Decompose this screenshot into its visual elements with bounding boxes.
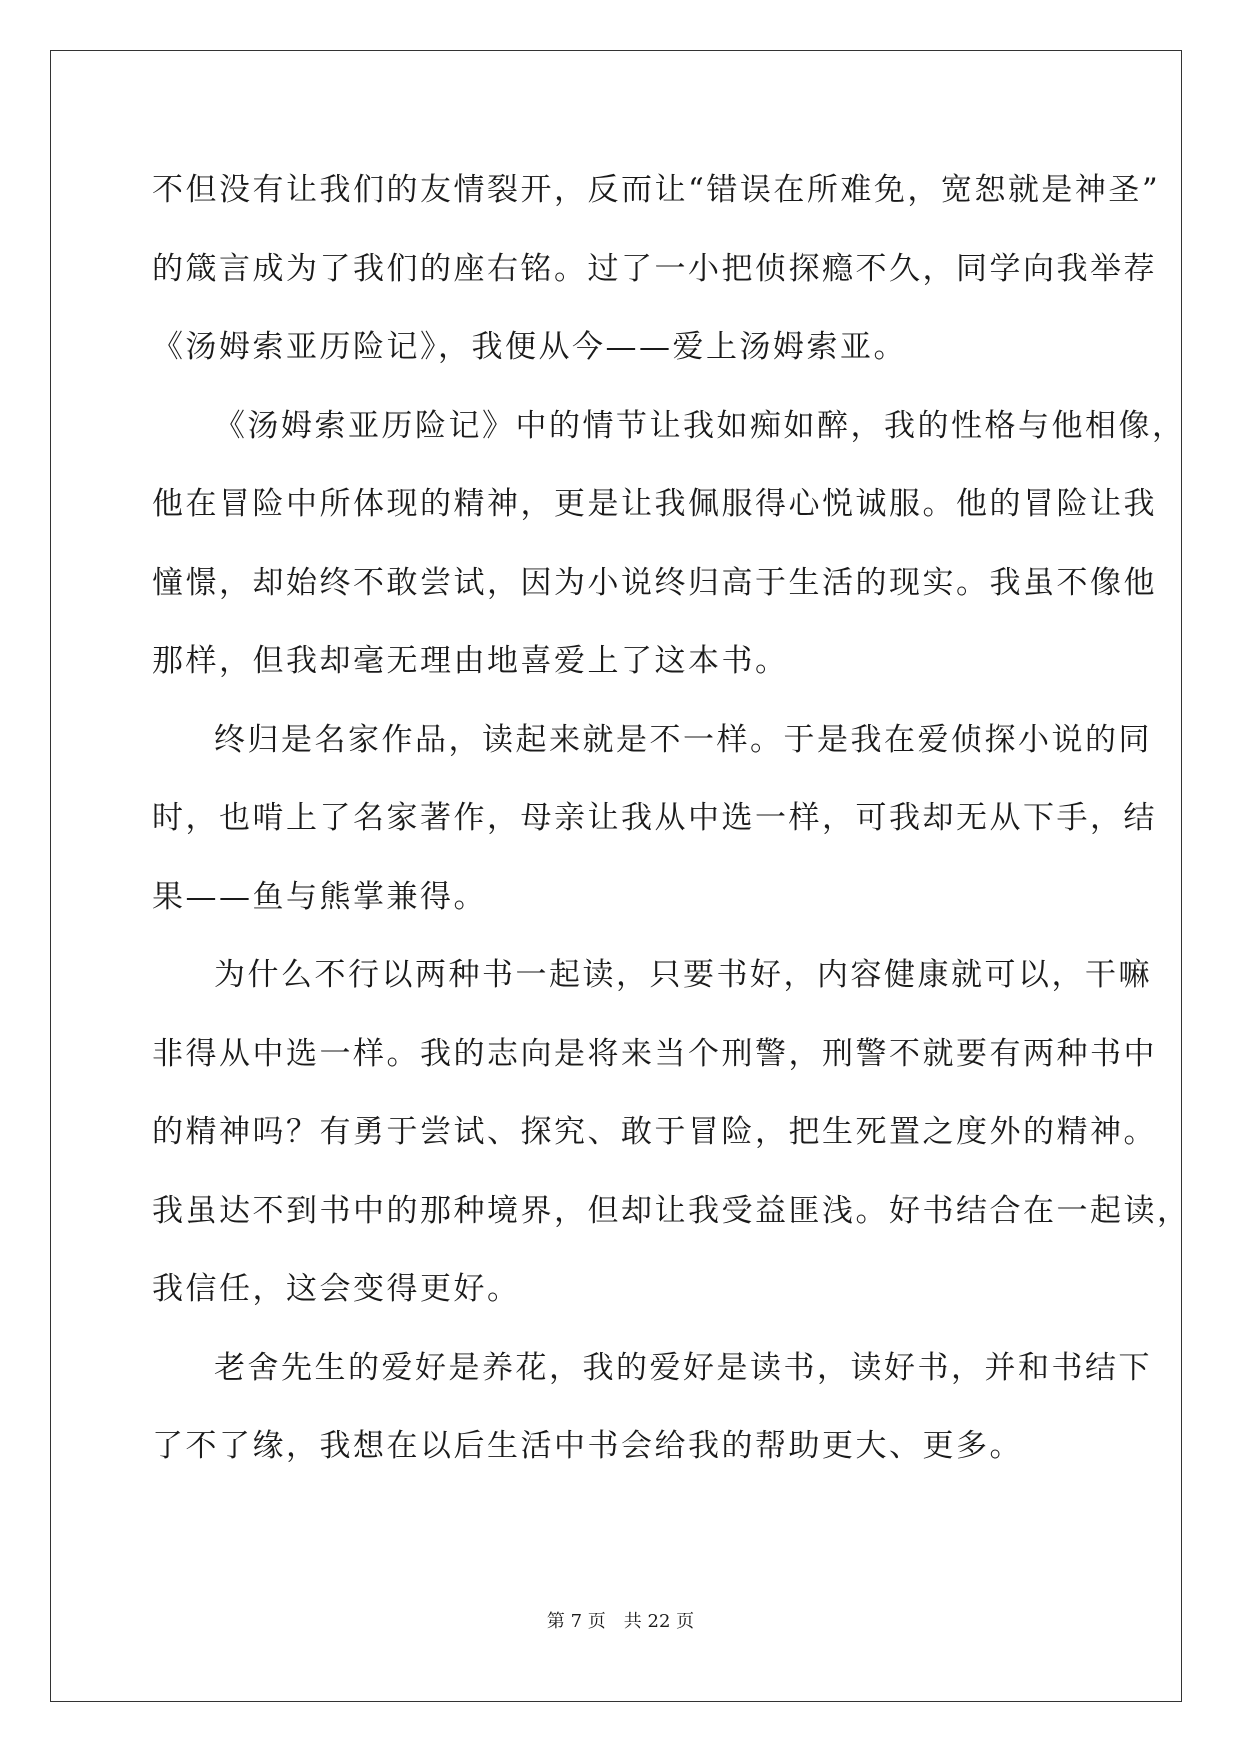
text-line: 不但没有让我们的友情裂开，反而让“错误在所难免，宽恕就是神圣” (152, 172, 1161, 208)
paragraph-first-line: 《汤姆索亚历险记》中的情节让我如痴如醉，我的性格与他相像， (214, 407, 1186, 444)
text-line: 我虽达不到书中的那种境界，但却让我受益匪浅。好书结合在一起读， (152, 1192, 1191, 1229)
text-line: 时，也啃上了名家著作，母亲让我从中选一样，可我却无从下手，结 (152, 800, 1157, 836)
paragraph-first-line: 终归是名家作品，读起来就是不一样。于是我在爱侦探小说的同 (214, 721, 1152, 758)
text-line: 憧憬，却始终不敢尝试，因为小说终归高于生活的现实。我虽不像他 (152, 564, 1157, 601)
text-line: 的箴言成为了我们的座右铭。过了一小把侦探瘾不久，同学向我举荐 (152, 250, 1157, 287)
text-line: 果——鱼与熊掌兼得。 (152, 878, 487, 915)
text-line: 非得从中选一样。我的志向是将来当个刑警，刑警不就要有两种书中 (152, 1035, 1157, 1072)
text-line: 了不了缘，我想在以后生活中书会给我的帮助更大、更多。 (152, 1428, 1023, 1464)
paragraph-first-line: 为什么不行以两种书一起读，只要书好，内容健康就可以，干嘛 (214, 957, 1152, 993)
page-number-footer: 第 7 页 共 22 页 (546, 1611, 695, 1632)
text-line: 他在冒险中所体现的精神，更是让我佩服得心悦诚服。他的冒险让我 (152, 486, 1157, 522)
text-line: 的精神吗？有勇于尝试、探究、敢于冒险，把生死置之度外的精神。 (152, 1114, 1157, 1150)
text-line: 我信任，这会变得更好。 (152, 1271, 521, 1307)
text-line: 《汤姆索亚历险记》，我便从今——爱上汤姆索亚。 (152, 329, 907, 365)
paragraph-first-line: 老舍先生的爱好是养花，我的爱好是读书，读好书，并和书结下 (214, 1349, 1152, 1386)
text-line: 那样，但我却毫无理由地喜爱上了这本书。 (152, 643, 789, 679)
document-body (152, 160, 1191, 1495)
